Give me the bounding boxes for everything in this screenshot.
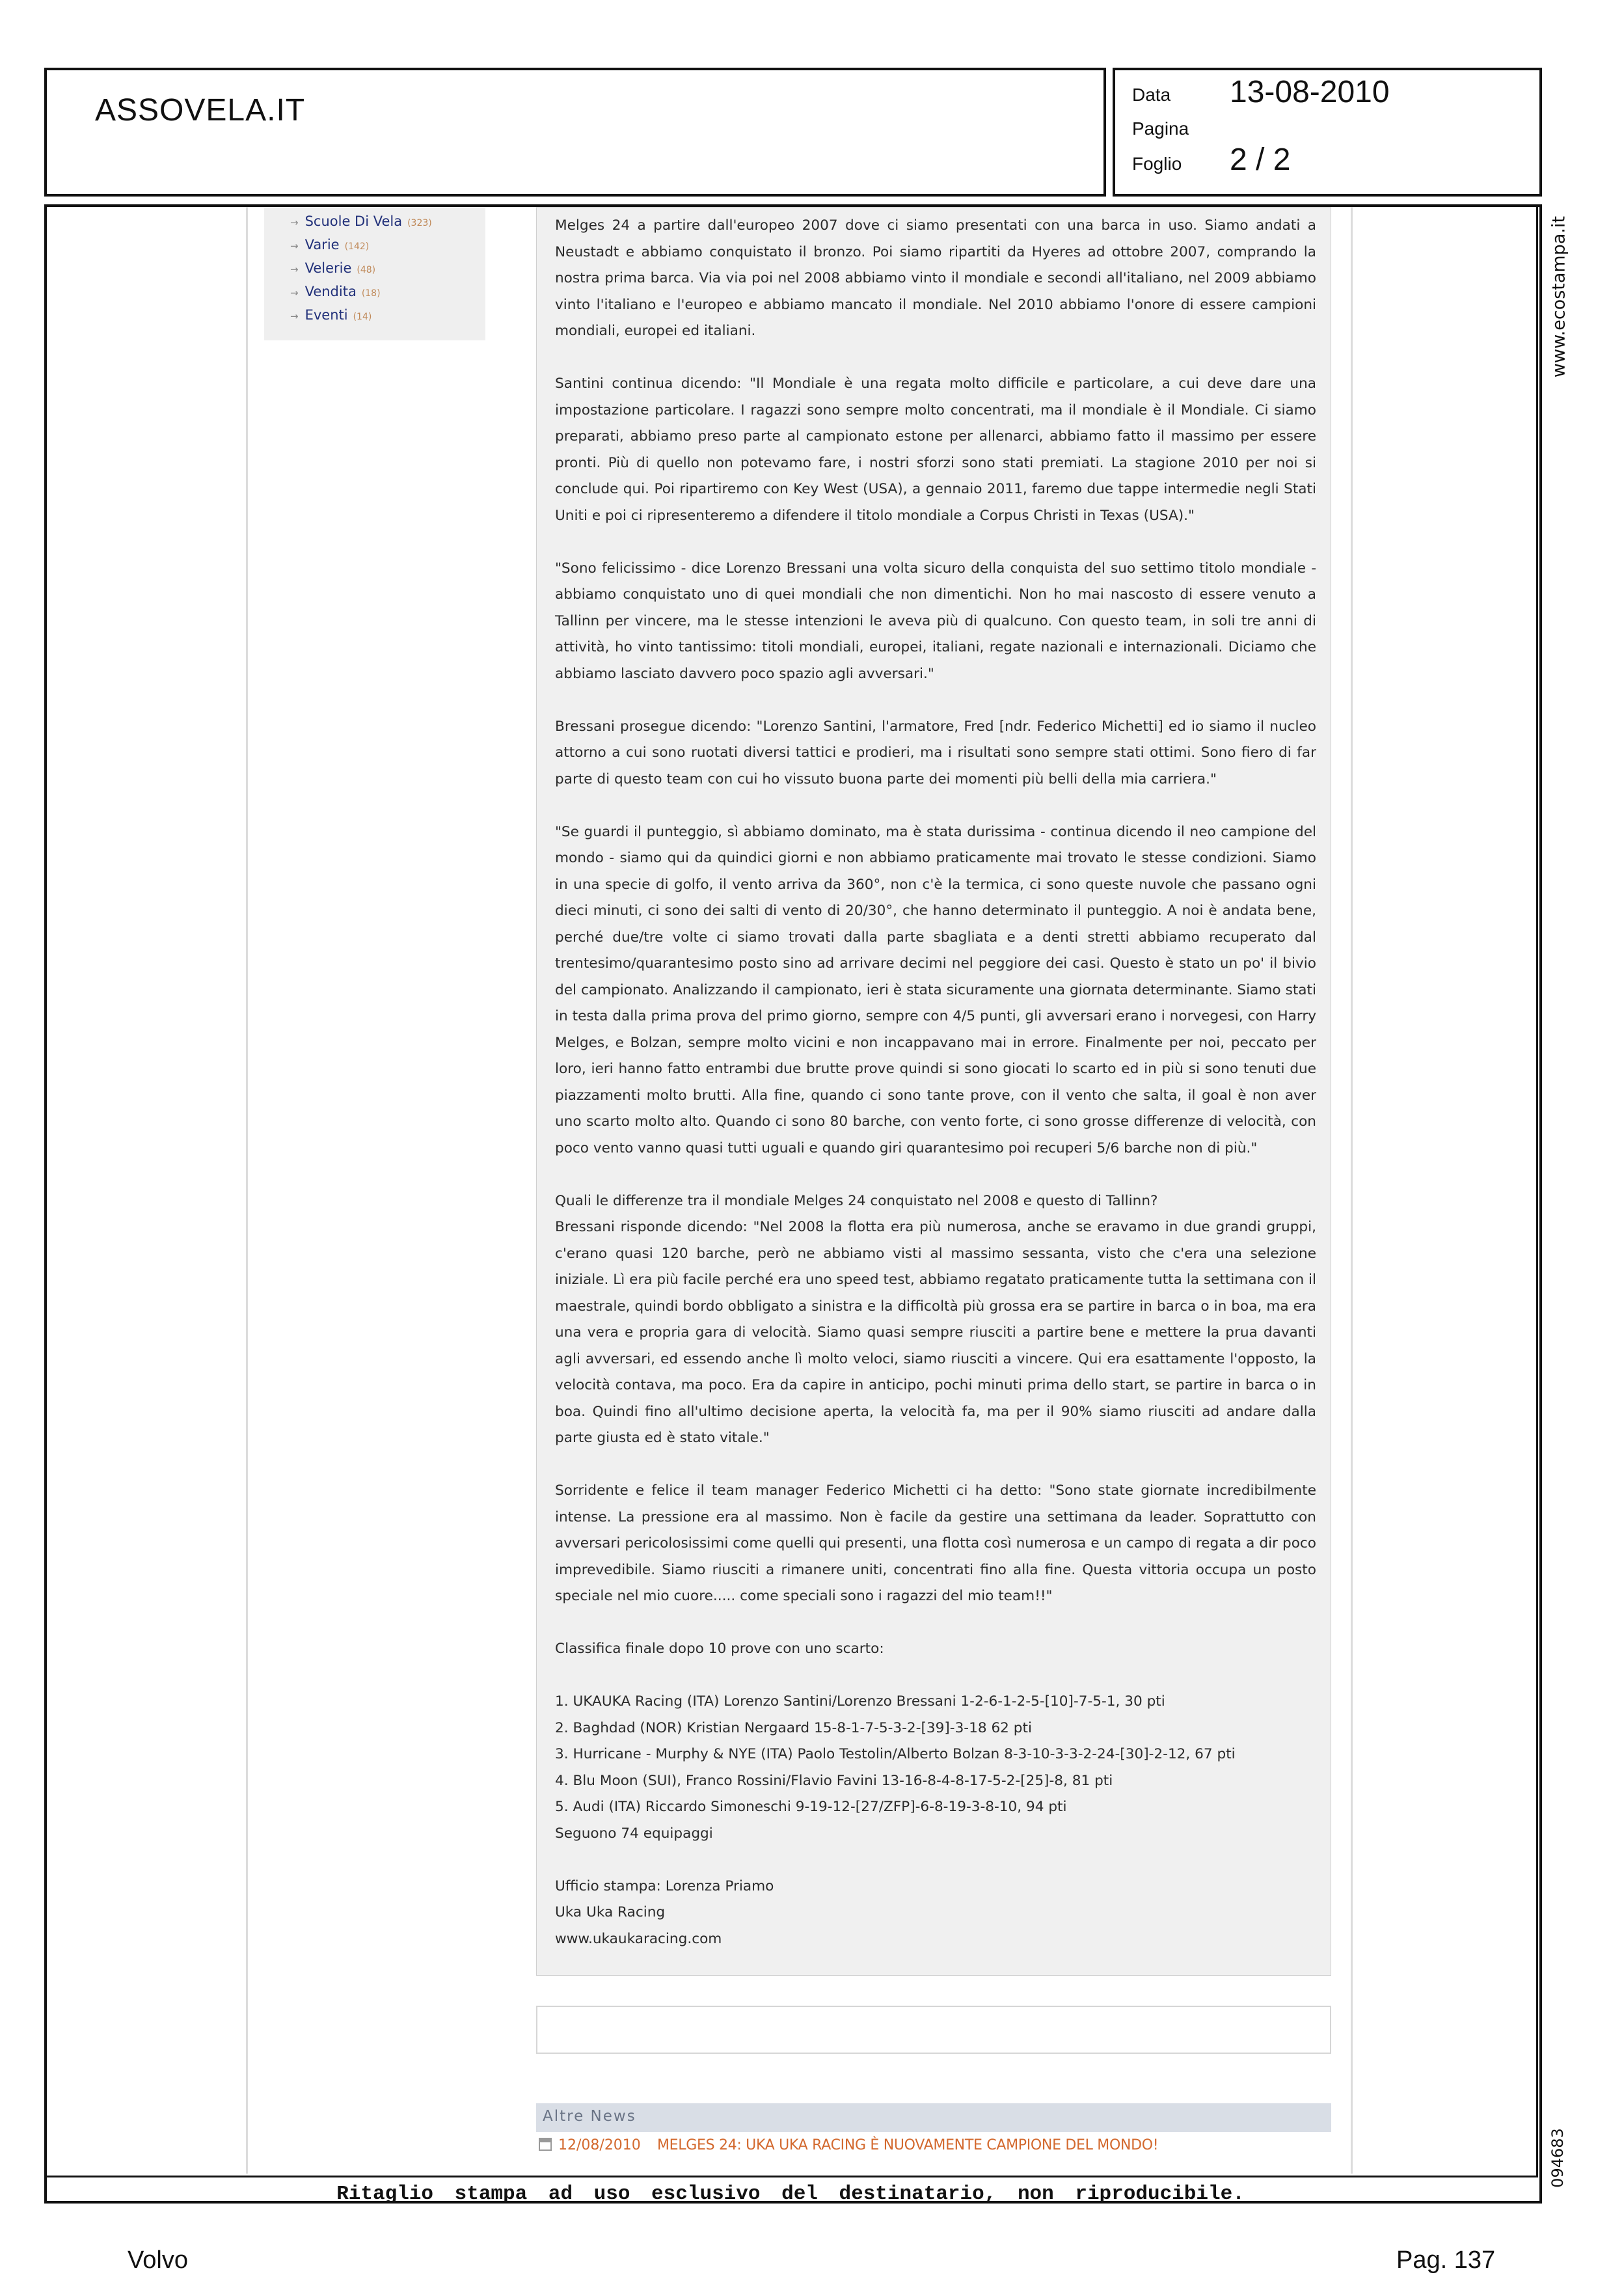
other-news-title: Altre News bbox=[543, 2108, 636, 2125]
category-count: (48) bbox=[357, 265, 376, 275]
article-line: 1. UKAUKA Racing (ITA) Lorenzo Santini/Lorenzo Bressani 1-2-6-1-2-5-[10]-7-5-1, 30 pti bbox=[555, 1693, 1165, 1710]
article-line: Uka Uka Racing bbox=[555, 1904, 666, 1920]
data-label: Data bbox=[1132, 85, 1171, 105]
document-code: 094683 bbox=[1549, 2128, 1567, 2188]
arrow-right-icon: → bbox=[290, 240, 299, 252]
foglio-label: Foglio bbox=[1132, 154, 1182, 174]
header-meta-box bbox=[1113, 68, 1542, 197]
ecostampa-url: www.ecostampa.it bbox=[1549, 215, 1569, 378]
category-sidebar bbox=[264, 207, 485, 340]
pagina-label: Pagina bbox=[1132, 118, 1189, 139]
category-count: (18) bbox=[361, 288, 381, 299]
article-contact-block bbox=[555, 1874, 1316, 1953]
category-name[interactable]: Varie bbox=[304, 237, 340, 252]
disclaimer: Ritaglio stampa ad uso esclusivo del destinatario, non riproducibile. bbox=[336, 2183, 1245, 2205]
category-list bbox=[290, 211, 432, 328]
category-count: (14) bbox=[353, 312, 372, 322]
arrow-right-icon: → bbox=[290, 217, 299, 228]
article-paragraph: Bressani risponde dicendo: "Nel 2008 la flotta era più numerosa, anche se eravamo in due grandi gruppi, c'erano quasi 120 barche, però ne abbiamo visti al massimo sessanta, visto che c'era una selezione iniziale. Lì era più facile perché era uno speed test, abbiamo regatato praticamente tutta la settimana con il maestrale, quindi bordo obbligato a sinistra e la difficoltà più grossa era se partire in barca o in boa, ma era una vera e propria gara di velocità. Siamo quasi sempre riusciti a partire bene e mettere la prua davanti agli avversari, ed essendo anche lì molto veloci, siamo riusciti a vincere. Qui era esattamente l'opposto, la velocità contava, ma poco. Era da capire in anticipo, pochi minuti prima dello start, se partire in barca o in boa. Quindi fino all'ultimo decisione aperta, la velocità fa, ma per il 90% siamo riusciti ad andare dalla parte giusta ed è stato vitale." bbox=[555, 1219, 1316, 1446]
article-paragraph: Bressani prosegue dicendo: "Lorenzo Santini, l'armatore, Fred [ndr. Federico Michetti] ed io siamo il nucleo attorno a cui sono ruotati diversi tattici e prodieri, ma i risultati sono sempre stati ottimi. Sono fiero di far parte di questo team con cui ho vissuto buona parte dei momenti più belli della mia carriera." bbox=[555, 718, 1316, 787]
calendar-icon bbox=[539, 2138, 552, 2151]
category-item[interactable] bbox=[290, 234, 432, 258]
article-paragraph: Classifica finale dopo 10 prove con uno scarto: bbox=[555, 1641, 884, 1657]
category-count: (142) bbox=[344, 241, 370, 252]
column-divider bbox=[246, 207, 248, 2174]
web-page-capture bbox=[49, 207, 1534, 2174]
clipping-frame bbox=[44, 204, 1542, 2204]
article-line: 3. Hurricane - Murphy & NYE (ITA) Paolo Testolin/Alberto Bolzan 8-3-10-3-3-2-24-[30]-2-12, 67 pti bbox=[555, 1746, 1236, 1762]
article-line: 2. Baghdad (NOR) Kristian Nergaard 15-8-1-7-5-3-2-[39]-3-18 62 pti bbox=[555, 1719, 1032, 1736]
news-link[interactable]: MELGES 24: UKA UKA RACING È NUOVAMENTE CAMPIONE DEL MONDO! bbox=[657, 2137, 1159, 2153]
source-title: ASSOVELA.IT bbox=[95, 93, 306, 128]
clipping-inner bbox=[47, 207, 1538, 2177]
category-name[interactable]: Vendita bbox=[304, 284, 357, 299]
article-results-block bbox=[555, 1689, 1316, 1847]
other-news-header bbox=[536, 2103, 1331, 2132]
article-line: Ufficio stampa: Lorenza Priamo bbox=[555, 1877, 774, 1894]
footer-client: Volvo bbox=[128, 2246, 188, 2274]
article-line: Seguono 74 equipaggi bbox=[555, 1825, 713, 1842]
category-item[interactable] bbox=[290, 281, 432, 305]
article-paragraph: Melges 24 a partire dall'europeo 2007 dove ci siamo presentati con una barca in uso. Siamo andati a Neustadt e abbiamo conquistato il bronzo. Poi siamo ripartiti da Hyeres ad ottobre 2007, comprando la nostra prima barca. Via via poi nel 2008 abbiamo vinto il mondiale e secondi all'italiano, nel 2009 abbiamo vinto l'italiano e l'europeo e abbiamo mancato il mondiale. Nel 2010 abbiamo l'onore di essere campioni mondiali, europei ed italiani. bbox=[555, 217, 1316, 339]
column-divider bbox=[1351, 207, 1353, 2174]
category-name[interactable]: Velerie bbox=[304, 260, 352, 276]
article-line: 5. Audi (ITA) Riccardo Simoneschi 9-19-12-[27/ZFP]-6-8-19-3-8-10, 94 pti bbox=[555, 1799, 1067, 1815]
category-name[interactable]: Eventi bbox=[304, 307, 348, 323]
news-date: 12/08/2010 bbox=[558, 2137, 641, 2153]
category-item[interactable] bbox=[290, 211, 432, 234]
article-paragraph: "Se guardi il punteggio, sì abbiamo dominato, ma è stata durissima - continua dicendo il neo campione del mondo - siamo qui da quindici giorni e non abbiamo praticamente mai trovato le stesse condizioni. Siamo in una specie di golfo, il vento arriva da 360°, non c'è la termica, ci sono queste nuvole che passano ogni dieci minuti, ci sono dei salti di vento di 20/30°, che hanno determinato il punteggio. A noi è andata bene, perché due/tre volte ci siamo trovati dalla parte sbagliata e a denti stretti abbiamo recuperato dal trentesimo/quarantesimo posto sino ad arrivare decimi nel peggiore dei casi. Questo è stato un po' il bivio del campionato. Analizzando il campionato, ieri è stata sicuramente una giornata determinante. Siamo stati in testa dalla prima prova del primo giorno, sempre con 4/5 punti, gli avversari erano i norvegesi, con Harry Melges, e Bolzan, sempre molto vicini e non incappavano mai in errore. Finalmente per noi, peccato per loro, ieri hanno fatto entrambi due brutte prove quindi si sono giocati lo scarto ed in più si sono tenuti due piazzamenti molto brutti. Alla fine, quando ci sono tante prove, con il vento che salta, il goal è non aver uno scarto molto alto. Quando ci sono 80 barche, con vento forte, ci sono grosse differenze di velocità, con poco vento vanno quasi tutti uguali e quando giri quarantesimo poi recuperi 5/6 barche non di più." bbox=[555, 823, 1316, 1156]
category-item[interactable] bbox=[290, 258, 432, 281]
article-paragraph: Quali le differenze tra il mondiale Melges 24 conquistato nel 2008 e questo di Tallinn? bbox=[555, 1192, 1158, 1209]
data-value: 13-08-2010 bbox=[1230, 75, 1390, 109]
header-source-box bbox=[44, 68, 1106, 197]
footer-page-number: Pag. 137 bbox=[1396, 2246, 1496, 2274]
article-paragraph: Santini continua dicendo: "Il Mondiale è una regata molto difficile e particolare, a cui deve dare una impostazione particolare. I ragazzi sono sempre molto concentrati, ma il mondiale è il Mondiale. Ci siamo preparati, abbiamo preso parte al campionato estone per allenarci, abbiamo fatto il massimo per essere pronti. Più di quello non potevamo fare, i nostri sforzi sono stati premiati. La stagione 2010 per noi si conclude qui. Poi ripartiremo con Key West (USA), a gennaio 2011, faremo due tappe intermedie negli Stati Uniti e poi ci ripresenteremo a difendere il titolo mondiale a Corpus Christi in Texas (USA)." bbox=[555, 375, 1316, 524]
article-text bbox=[555, 213, 1316, 1979]
category-name[interactable]: Scuole Di Vela bbox=[304, 213, 403, 229]
empty-panel bbox=[536, 2006, 1331, 2054]
article-paragraph: "Sono felicissimo - dice Lorenzo Bressani una volta sicuro della conquista del suo settimo titolo mondiale - abbiamo conquistato uno di quei mondiali che non dimentichi. Non ho mai nascosto di essere venuto a Tallinn per vincere, ma le stesse intenzioni le aveva più di qualcuno. Con questo team, in soli tre anni di attività, ho vinto tantissimo: titoli mondiali, europei, italiani, regate nazionali e internazionali. Diciamo che abbiamo lasciato davvero poco spazio agli avversari." bbox=[555, 560, 1316, 682]
article-line: www.ukaukaracing.com bbox=[555, 1930, 722, 1947]
foglio-value: 2 / 2 bbox=[1230, 143, 1291, 177]
other-news-item[interactable] bbox=[536, 2135, 1331, 2161]
arrow-right-icon: → bbox=[290, 287, 299, 299]
arrow-right-icon: → bbox=[290, 310, 299, 322]
arrow-right-icon: → bbox=[290, 264, 299, 275]
article-paragraph: Sorridente e felice il team manager Federico Michetti ci ha detto: "Sono state giornate incredibilmente intense. La pressione era al massimo. Non è facile da gestire una settimana da leader. Soprattutto con avversari pericolosissimi come quelli qui presenti, una flotta così numerosa e un campo di regata a dir poco imprevedibile. Siamo riusciti a rimanere uniti, concentrati fino alla fine. Questa vittoria occupa un posto speciale nel mio cuore..... come speciali sono i ragazzi del mio team!!" bbox=[555, 1482, 1316, 1604]
article-line: 4. Blu Moon (SUI), Franco Rossini/Flavio Favini 13-16-8-4-8-17-5-2-[25]-8, 81 pti bbox=[555, 1772, 1113, 1789]
category-count: (323) bbox=[407, 218, 432, 228]
category-item[interactable] bbox=[290, 305, 432, 328]
article-body bbox=[536, 207, 1331, 1976]
